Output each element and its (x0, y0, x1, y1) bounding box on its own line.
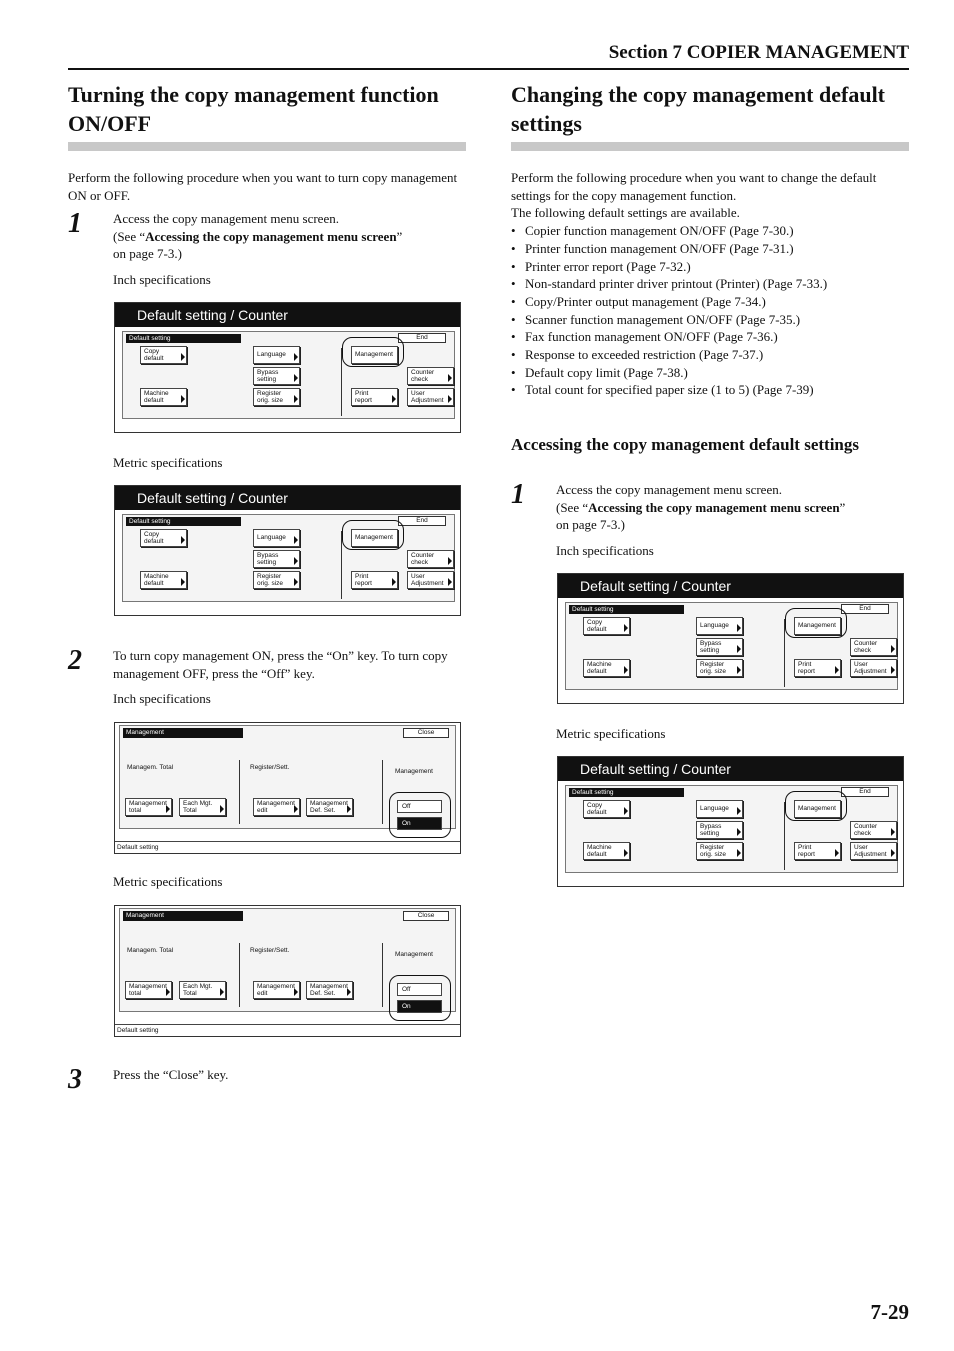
on-button[interactable]: On (397, 1000, 442, 1013)
settings-list-item: • Response to exceeded restriction (Page 7-37.) (511, 346, 909, 364)
language-button[interactable]: Language (696, 800, 743, 818)
machine-default-button[interactable]: Machine default (583, 842, 630, 860)
managem-total-label: Managem. Total (127, 947, 174, 954)
each-mgt-total-button[interactable]: Each Mgt. Total (179, 798, 226, 816)
right-intro-2: The following default settings are available. (511, 205, 740, 221)
divider (784, 619, 785, 687)
step-number: 3 (68, 1064, 82, 1095)
close-button[interactable]: Close (403, 728, 449, 738)
print-report-button[interactable]: Print report (794, 659, 841, 677)
user-adjustment-button[interactable]: User Adjustment (850, 842, 897, 860)
step-text-line1: Access the copy management menu screen. (113, 211, 339, 226)
heading-rule (68, 142, 466, 151)
management-title: Management (123, 728, 243, 738)
screen-header: Default setting / Counter (115, 486, 460, 510)
print-report-button[interactable]: Print report (351, 571, 398, 589)
see-prefix: (See “ (556, 499, 589, 515)
management-label: Management (395, 768, 433, 775)
screen-panel (122, 514, 455, 602)
settings-list-item: • Copy/Printer output management (Page 7-34.) (511, 293, 909, 311)
divider (382, 943, 383, 1007)
divider (382, 760, 383, 824)
machine-default-button[interactable]: Machine default (140, 571, 187, 589)
screen-header: Default setting / Counter (558, 574, 903, 598)
step-text: To turn copy management ON, press the “On” key. To turn copy management OFF, press the “Off” key. (113, 648, 448, 681)
step-number: 1 (68, 208, 82, 239)
management-button[interactable]: Management (794, 800, 841, 818)
language-button[interactable]: Language (253, 346, 300, 364)
user-adjustment-button[interactable]: User Adjustment (407, 388, 454, 406)
management-def-set-button[interactable]: Management Def. Set. (306, 798, 353, 816)
register-orig-size-button[interactable]: Register orig. size (696, 842, 743, 860)
register-sett-label: Register/Sett. (250, 947, 290, 954)
bypass-setting-button[interactable]: Bypass setting (696, 821, 743, 839)
bypass-setting-button[interactable]: Bypass setting (253, 550, 300, 568)
register-orig-size-button[interactable]: Register orig. size (253, 388, 300, 406)
see-suffix: ” (839, 499, 846, 515)
management-panel (119, 908, 456, 1012)
default-settings-list (511, 222, 909, 399)
management-footer: Default setting (115, 1024, 460, 1036)
metric-spec-label: Metric specifications (113, 455, 223, 470)
heading-rule (511, 142, 909, 151)
default-setting-screen (557, 573, 904, 704)
print-report-button[interactable]: Print report (794, 842, 841, 860)
management-footer: Default setting (115, 841, 460, 853)
screen-title: Default setting (569, 605, 684, 614)
see-reference: Accessing the copy management menu screen (145, 228, 397, 244)
step-text: Press the “Close” key. (113, 1067, 229, 1082)
section-title: Section 7 COPIER MANAGEMENT (608, 42, 909, 63)
each-mgt-total-button[interactable]: Each Mgt. Total (179, 981, 226, 999)
counter-check-button[interactable]: Counter check (407, 367, 454, 385)
management-panel (119, 725, 456, 829)
machine-default-button[interactable]: Machine default (583, 659, 630, 677)
management-screen (114, 905, 461, 1037)
divider (341, 531, 342, 599)
off-button[interactable]: Off (397, 800, 442, 813)
copy-default-button[interactable]: Copy default (140, 529, 187, 547)
default-setting-screen (114, 485, 461, 616)
language-button[interactable]: Language (253, 529, 300, 547)
machine-default-button[interactable]: Machine default (140, 388, 187, 406)
step-number: 2 (68, 645, 82, 676)
left-heading: Turning the copy management function ON/OFF (68, 82, 439, 136)
default-setting-screen (557, 756, 904, 887)
managem-total-label: Managem. Total (127, 764, 174, 771)
highlight-ring (389, 792, 451, 838)
settings-list-item: • Copier function management ON/OFF (Page 7-30.) (511, 222, 909, 240)
settings-list-item: • Printer error report (Page 7-32.) (511, 258, 909, 276)
screen-header: Default setting / Counter (115, 303, 460, 327)
metric-spec-label: Metric specifications (113, 874, 223, 889)
screen-panel (122, 331, 455, 419)
copy-default-button[interactable]: Copy default (140, 346, 187, 364)
copy-default-button[interactable]: Copy default (583, 617, 630, 635)
page-number: 7-29 (870, 1300, 909, 1324)
user-adjustment-button[interactable]: User Adjustment (407, 571, 454, 589)
highlight-ring (785, 791, 847, 821)
counter-check-button[interactable]: Counter check (407, 550, 454, 568)
inch-spec-label: Inch specifications (113, 691, 211, 707)
on-button[interactable]: On (397, 817, 442, 830)
left-column (68, 80, 466, 204)
screen-panel (565, 602, 898, 690)
left-intro: Perform the following procedure when you want to turn copy management ON or OFF. (68, 170, 458, 203)
settings-list-item: • Total count for specified paper size (1 to 5) (Page 7-39) (511, 381, 909, 399)
divider (341, 348, 342, 416)
end-button[interactable]: End (841, 604, 889, 614)
step-body (113, 1066, 466, 1084)
divider (784, 802, 785, 870)
highlight-ring (389, 975, 451, 1021)
divider (239, 943, 240, 1007)
see-suffix: ” (396, 228, 403, 244)
see-reference: Accessing the copy management menu screen (588, 499, 840, 515)
accessing-subheading: Accessing the copy management default settings (511, 435, 859, 455)
management-total-button[interactable]: Management total (125, 981, 172, 999)
step-text-see (556, 499, 909, 517)
user-adjustment-button[interactable]: User Adjustment (850, 659, 897, 677)
step-text-line3: on page 7-3.) (113, 246, 182, 262)
inch-spec-label: Inch specifications (556, 543, 654, 559)
off-button[interactable]: Off (397, 983, 442, 996)
right-column (511, 80, 909, 455)
language-button[interactable]: Language (696, 617, 743, 635)
settings-list-item: • Fax function management ON/OFF (Page 7-36.) (511, 328, 909, 346)
metric-spec-label: Metric specifications (556, 726, 666, 741)
screen-title: Default setting (126, 334, 241, 343)
settings-list-item: • Non-standard printer driver printout (Printer) (Page 7-33.) (511, 275, 909, 293)
management-title: Management (123, 911, 243, 921)
register-orig-size-button[interactable]: Register orig. size (696, 659, 743, 677)
counter-check-button[interactable]: Counter check (850, 821, 897, 839)
right-heading: Changing the copy management default settings (511, 82, 886, 136)
right-intro: Perform the following procedure when you want to change the default settings for the copy management function. (511, 170, 877, 203)
divider (239, 760, 240, 824)
screen-header: Default setting / Counter (558, 757, 903, 781)
step-body (113, 210, 466, 288)
bypass-setting-button[interactable]: Bypass setting (253, 367, 300, 385)
register-orig-size-button[interactable]: Register orig. size (253, 571, 300, 589)
step-text-line1: Access the copy management menu screen. (556, 482, 782, 497)
step-number: 1 (511, 479, 525, 510)
highlight-ring (785, 608, 847, 638)
settings-list-item: • Scanner function management ON/OFF (Page 7-35.) (511, 311, 909, 329)
management-screen (114, 722, 461, 854)
copy-default-button[interactable]: Copy default (583, 800, 630, 818)
end-button[interactable]: End (841, 787, 889, 797)
counter-check-button[interactable]: Counter check (850, 638, 897, 656)
step-body (113, 647, 466, 707)
step-body (556, 481, 909, 559)
highlight-ring (342, 337, 404, 367)
step-text-see (113, 228, 466, 246)
management-button[interactable]: Management (351, 529, 398, 547)
settings-list-item: • Default copy limit (Page 7-38.) (511, 364, 909, 382)
default-setting-screen (114, 302, 461, 433)
management-label: Management (395, 951, 433, 958)
management-edit-button[interactable]: Management edit (253, 798, 300, 816)
print-report-button[interactable]: Print report (351, 388, 398, 406)
management-def-set-button[interactable]: Management Def. Set. (306, 981, 353, 999)
end-button[interactable]: End (398, 333, 446, 343)
step-text-line3: on page 7-3.) (556, 517, 625, 533)
see-prefix: (See “ (113, 228, 146, 244)
management-button[interactable]: Management (794, 617, 841, 635)
screen-panel (565, 785, 898, 873)
management-total-button[interactable]: Management total (125, 798, 172, 816)
management-button[interactable]: Management (351, 346, 398, 364)
screen-title: Default setting (569, 788, 684, 797)
management-edit-button[interactable]: Management edit (253, 981, 300, 999)
inch-spec-label: Inch specifications (113, 272, 211, 288)
highlight-ring (342, 520, 404, 550)
settings-list-item: • Printer function management ON/OFF (Page 7-31.) (511, 240, 909, 258)
section-header (68, 42, 909, 70)
close-button[interactable]: Close (403, 911, 449, 921)
end-button[interactable]: End (398, 516, 446, 526)
screen-title: Default setting (126, 517, 241, 526)
register-sett-label: Register/Sett. (250, 764, 290, 771)
bypass-setting-button[interactable]: Bypass setting (696, 638, 743, 656)
